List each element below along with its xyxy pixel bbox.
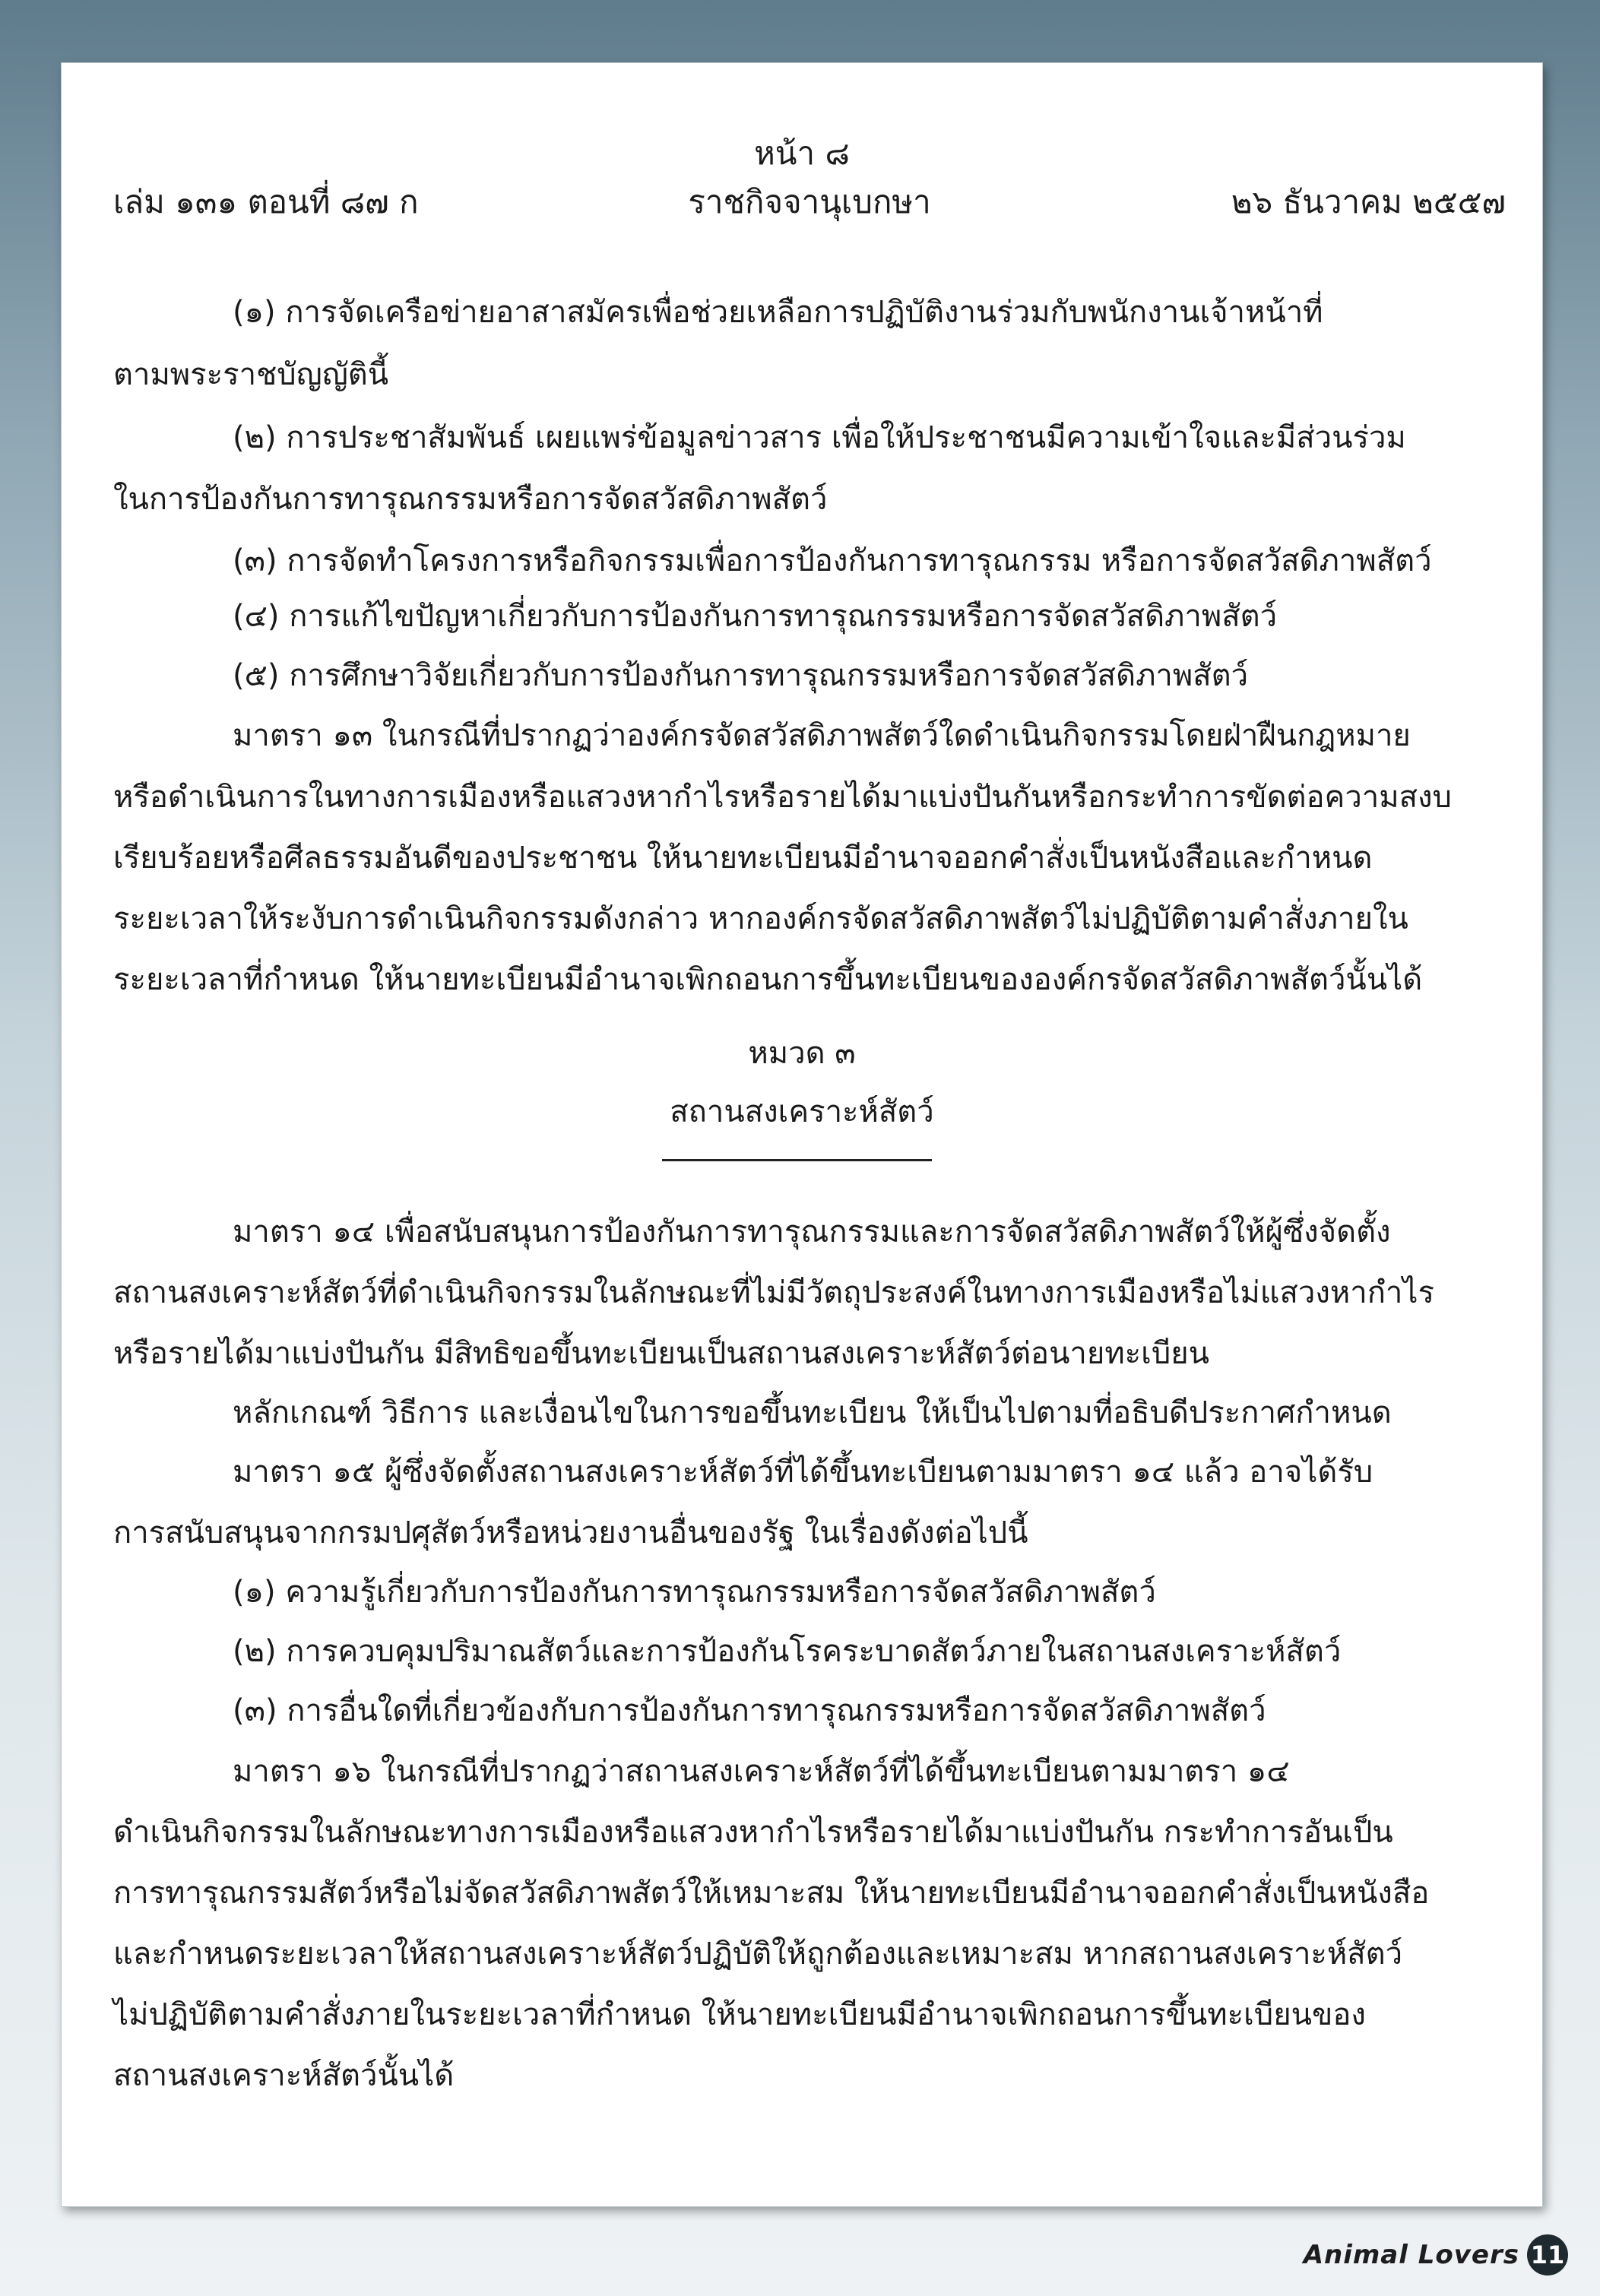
gazette-title: ราชกิจจานุเบกษา xyxy=(688,183,931,220)
section-13-line: ระยะเวลาให้ระงับการดำเนินกิจกรรมดังกล่าว หากองค์กรจัดสวัสดิภาพสัตว์ไม่ปฏิบัติตามคำสั่งภายใน xyxy=(113,901,1408,936)
section-16-line: และกำหนดระยะเวลาให้สถานสงเคราะห์สัตว์ปฏิบัติให้ถูกต้องและเหมาะสม หากสถานสงเคราะห์สัตว์ xyxy=(113,1937,1403,1971)
section-14-line: สถานสงเคราะห์สัตว์ที่ดำเนินกิจกรรมในลักษณะที่ไม่มีวัตถุประสงค์ในทางการเมืองหรือไม่แสวงหากำไร xyxy=(113,1275,1434,1310)
section-13-line: ระยะเวลาที่กำหนด ให้นายทะเบียนมีอำนาจเพิกถอนการขึ้นทะเบียนขององค์กรจัดสวัสดิภาพสัตว์นั้นได้ xyxy=(113,962,1423,997)
magazine-page-number: 11 xyxy=(1527,2234,1568,2275)
section-16-line: ดำเนินกิจกรรมในลักษณะทางการเมืองหรือแสวงหากำไรหรือรายได้มาแบ่งปันกัน กระทำการอันเป็น xyxy=(113,1815,1393,1850)
chapter-title: สถานสงเคราะห์สัตว์ xyxy=(670,1094,934,1129)
section-15-line: (๒) การควบคุมปริมาณสัตว์และการป้องกันโรคระบาดสัตว์ภายในสถานสงเคราะห์สัตว์ xyxy=(233,1634,1342,1669)
text-line: (๕) การศึกษาวิจัยเกี่ยวกับการป้องกันการทารุณกรรมหรือการจัดสวัสดิภาพสัตว์ xyxy=(233,658,1249,693)
volume-issue: เล่ม ๑๓๑ ตอนที่ ๘๗ ก xyxy=(113,183,419,220)
page-number-header: หน้า ๘ xyxy=(754,135,850,172)
text-line: (๔) การแก้ไขปัญหาเกี่ยวกับการป้องกันการทารุณกรรมหรือการจัดสวัสดิภาพสัตว์ xyxy=(233,599,1278,634)
section-13-line: เรียบร้อยหรือศีลธรรมอันดีของประชาชน ให้นายทะเบียนมีอำนาจออกคำสั่งเป็นหนังสือและกำหนด xyxy=(113,841,1373,876)
section-15-line: (๑) ความรู้เกี่ยวกับการป้องกันการทารุณกรรมหรือการจัดสวัสดิภาพสัตว์ xyxy=(233,1575,1156,1610)
document-page xyxy=(61,62,1543,2207)
section-14-line: หรือรายได้มาแบ่งปันกัน มีสิทธิขอขึ้นทะเบียนเป็นสถานสงเคราะห์สัตว์ต่อนายทะเบียน xyxy=(113,1336,1210,1371)
chapter-number: หมวด ๓ xyxy=(748,1036,856,1071)
text-line: ในการป้องกันการทารุณกรรมหรือการจัดสวัสดิภาพสัตว์ xyxy=(113,482,828,517)
section-16-line: มาตรา ๑๖ ในกรณีที่ปรากฏว่าสถานสงเคราะห์สัตว์ที่ได้ขึ้นทะเบียนตามมาตรา ๑๔ xyxy=(233,1754,1290,1789)
section-14-line: หลักเกณฑ์ วิธีการ และเงื่อนไขในการขอขึ้นทะเบียน ให้เป็นไปตามที่อธิบดีประกาศกำหนด xyxy=(233,1395,1392,1430)
magazine-brand: Animal Lovers xyxy=(1303,2240,1519,2270)
chapter-divider xyxy=(662,1159,932,1161)
text-line: (๑) การจัดเครือข่ายอาสาสมัครเพื่อช่วยเหลือการปฏิบัติงานร่วมกับพนักงานเจ้าหน้าที่ xyxy=(233,295,1323,330)
publication-date: ๒๖ ธันวาคม ๒๕๕๗ xyxy=(1231,183,1506,220)
magazine-footer xyxy=(1304,2234,1568,2276)
section-16-line: การทารุณกรรมสัตว์หรือไม่จัดสวัสดิภาพสัตว์ให้เหมาะสม ให้นายทะเบียนมีอำนาจออกคำสั่งเป็นหนังสือ xyxy=(113,1876,1430,1911)
text-line: ตามพระราชบัญญัตินี้ xyxy=(113,357,389,392)
section-16-line: สถานสงเคราะห์สัตว์นั้นได้ xyxy=(113,2058,455,2093)
section-15-line: มาตรา ๑๕ ผู้ซึ่งจัดตั้งสถานสงเคราะห์สัตว์ที่ได้ขึ้นทะเบียนตามมาตรา ๑๔ แล้ว อาจได้รับ xyxy=(233,1455,1373,1490)
section-14-line: มาตรา ๑๔ เพื่อสนับสนุนการป้องกันการทารุณกรรมและการจัดสวัสดิภาพสัตว์ให้ผู้ซึ่งจัดตั้ง xyxy=(233,1215,1391,1249)
section-16-line: ไม่ปฏิบัติตามคำสั่งภายในระยะเวลาที่กำหนด ให้นายทะเบียนมีอำนาจเพิกถอนการขึ้นทะเบียนของ xyxy=(113,1997,1366,2032)
text-line: (๓) การจัดทำโครงการหรือกิจกรรมเพื่อการป้องกันการทารุณกรรม หรือการจัดสวัสดิภาพสัตว์ xyxy=(233,543,1432,578)
text-line: (๒) การประชาสัมพันธ์ เผยแพร่ข้อมูลข่าวสาร เพื่อให้ประชาชนมีความเข้าใจและมีส่วนร่วม xyxy=(233,420,1406,455)
section-13-line: มาตรา ๑๓ ในกรณีที่ปรากฏว่าองค์กรจัดสวัสดิภาพสัตว์ใดดำเนินกิจกรรมโดยฝ่าฝืนกฎหมาย xyxy=(233,718,1411,753)
gazette-header xyxy=(113,177,1506,223)
section-13-line: หรือดำเนินการในทางการเมืองหรือแสวงหากำไรหรือรายได้มาแบ่งปันกันหรือกระทำการขัดต่อความสงบ xyxy=(113,780,1452,815)
section-15-line: การสนับสนุนจากกรมปศุสัตว์หรือหน่วยงานอื่นของรัฐ ในเรื่องดังต่อไปนี้ xyxy=(113,1515,1028,1550)
section-15-line: (๓) การอื่นใดที่เกี่ยวข้องกับการป้องกันการทารุณกรรมหรือการจัดสวัสดิภาพสัตว์ xyxy=(233,1693,1266,1728)
